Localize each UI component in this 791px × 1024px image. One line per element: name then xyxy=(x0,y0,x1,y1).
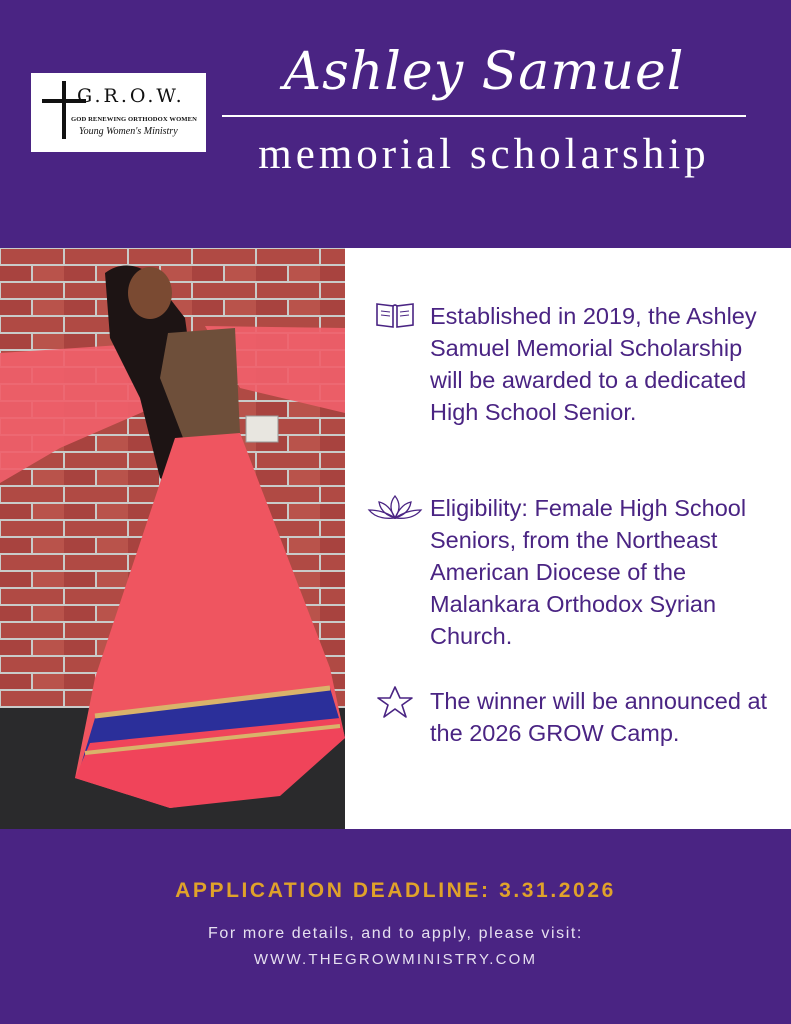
info-text-established: Established in 2019, the Ashley Samuel Memorial Scholarship will be awarded to a dedicated High School Senior. xyxy=(430,303,757,425)
star-icon xyxy=(375,685,415,719)
scholar-photo xyxy=(0,248,345,829)
website-link[interactable]: WWW.THEGROWMINISTRY.COM xyxy=(253,951,538,968)
logo-org: G.R.O.W. xyxy=(77,85,185,107)
grow-logo xyxy=(31,73,206,152)
open-book-icon xyxy=(375,300,415,330)
header-banner xyxy=(0,0,791,248)
title-divider xyxy=(222,115,746,117)
logo-line1: GOD RENEWING ORTHODOX WOMEN xyxy=(71,116,197,123)
info-panel xyxy=(345,248,791,829)
logo-line2: Young Women's Ministry xyxy=(79,126,178,137)
application-deadline: APPLICATION DEADLINE: 3.31.2026 xyxy=(175,879,616,902)
info-text-eligibility: Eligibility: Female High School Seniors, from the Northeast American Diocese of the Malankara Orthodox Syrian Church. xyxy=(430,495,747,649)
title-subtitle: memorial scholarship xyxy=(258,131,710,178)
footer xyxy=(0,829,791,1024)
title-name: Ashley Samuel xyxy=(283,42,685,102)
photo-illustration xyxy=(0,248,345,829)
lotus-icon xyxy=(367,492,423,524)
details-text: For more details, and to apply, please visit: xyxy=(208,925,583,942)
info-text-winner: The winner will be announced at the 2026 GROW Camp. xyxy=(430,688,768,746)
